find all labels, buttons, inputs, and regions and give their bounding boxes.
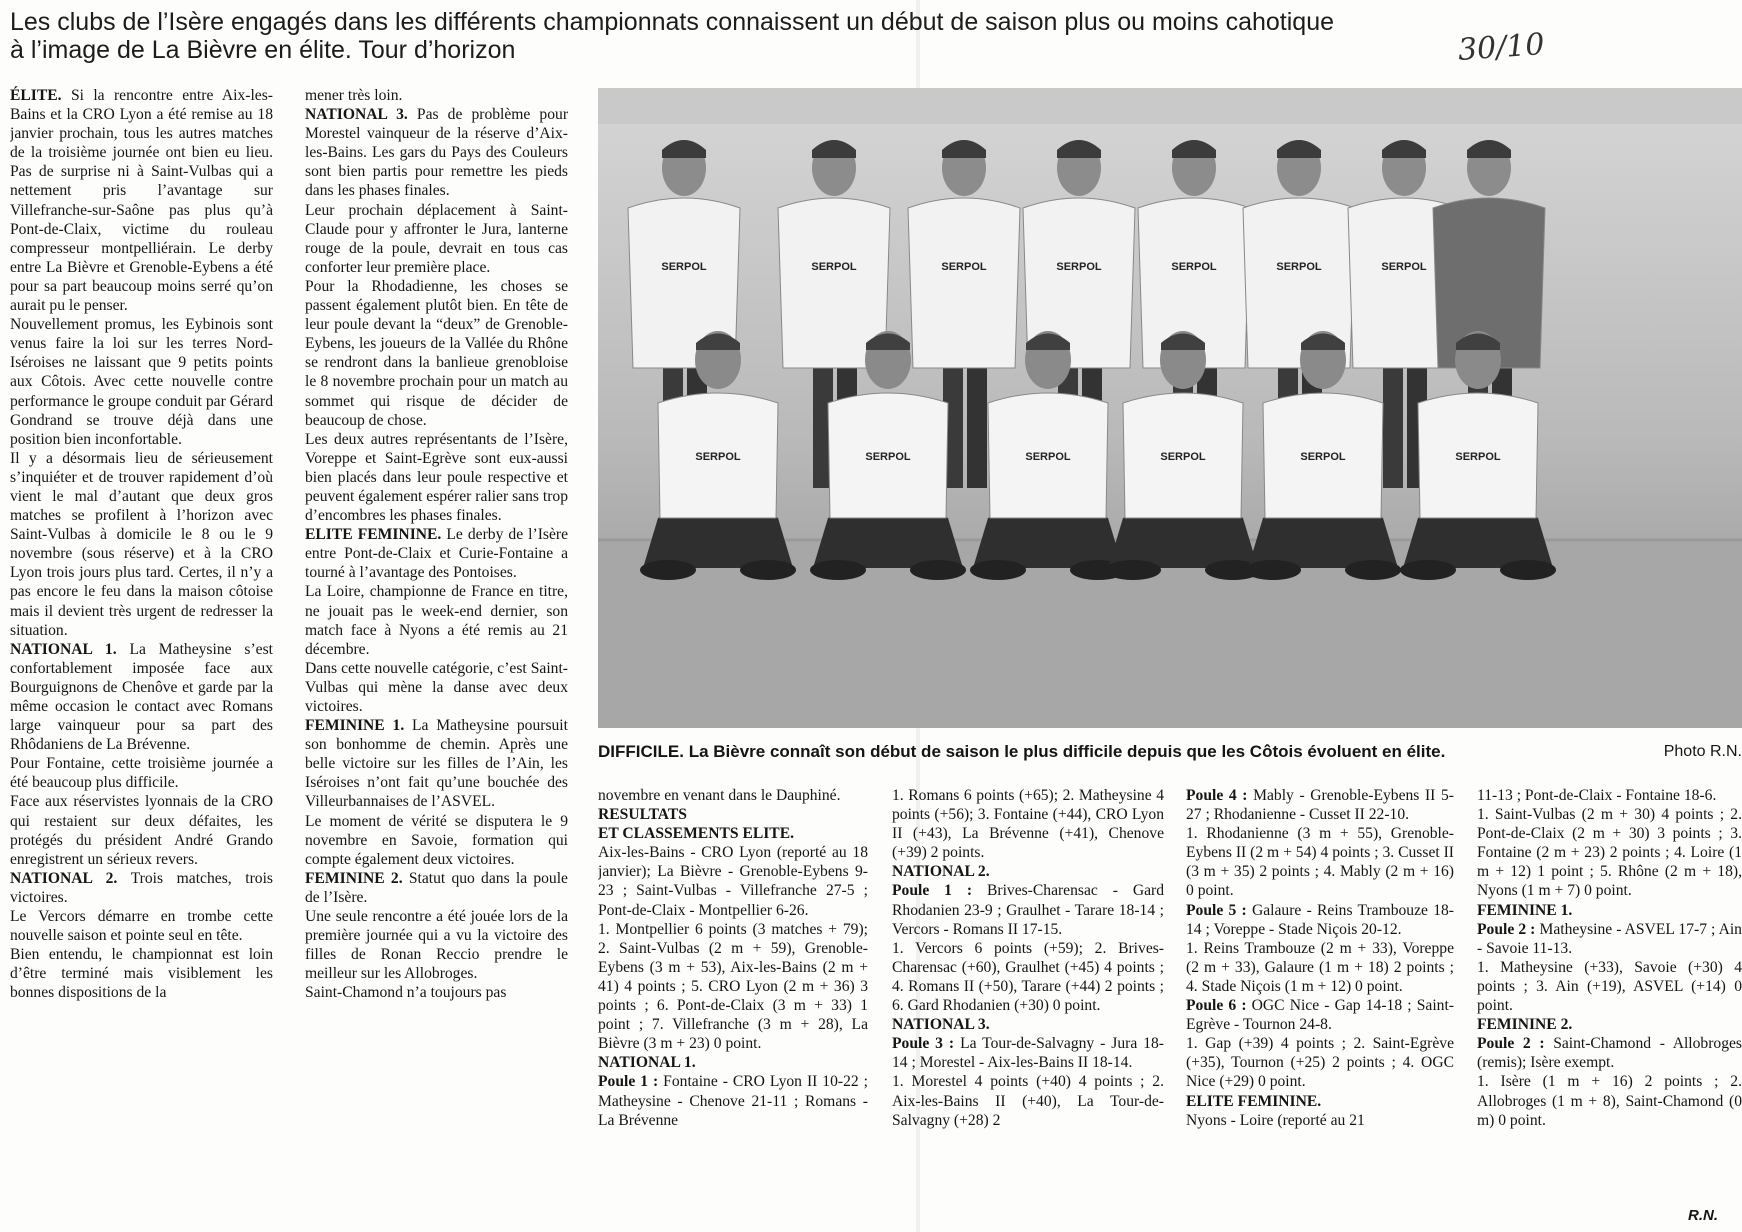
- paragraph: [1186, 1111, 1454, 1130]
- paragraph-text: Le moment de vérité se disputera le 9 novembre en Savoie, formation qui compte également deux victoires.: [305, 812, 568, 868]
- shirt-logo: SERPOL: [941, 261, 987, 273]
- paragraph: [892, 1034, 1164, 1072]
- paragraph-text: Nouvellement promus, les Eybinois sont venus faire la loi sur les terres Nord-Iséroises ne laissant que 9 petits points aux Côtois. Avec cette nouvelle contre performance le groupe conduit par Gérard Gondrand se trouve déjà dans une position bien inconfortable.: [10, 316, 273, 448]
- results-column-4: [1477, 786, 1742, 1232]
- paragraph: [1477, 1015, 1742, 1034]
- paragraph: [305, 869, 568, 907]
- paragraph-text: Saint-Chamond - Allobroges (remis); Isère exempt.: [1477, 1035, 1742, 1072]
- photo-caption: [598, 742, 1742, 766]
- paragraph: [1186, 939, 1454, 996]
- section-heading: NATIONAL 2.: [892, 863, 990, 881]
- paragraph: [1477, 958, 1742, 1015]
- paragraph: [305, 582, 568, 658]
- paragraph-text: Pas de problème pour Morestel vainqueur de la réserve d’Aix-les-Bains. Les gars du Pays des Couleurs sont bien partis pour remettre les pieds dans les phases finales.: [305, 106, 568, 200]
- paragraph: [598, 1072, 868, 1129]
- paragraph: [1477, 1034, 1742, 1072]
- paragraph: [305, 983, 568, 1002]
- paragraph: [892, 862, 1164, 881]
- paragraph: [305, 86, 568, 105]
- paragraph: [598, 805, 868, 824]
- paragraph-text: Mably - Grenoble-Eybens II 5-27 ; Rhodanienne - Cusset II 22-10.: [1186, 787, 1454, 824]
- paragraph-text: Les deux autres représentants de l’Isère, Voreppe et Saint-Egrève sont eux-aussi bien placés dans leur poule respective et peuvent également espérer ralier sans trop d’encombres les phases finales.: [305, 430, 568, 525]
- paragraph-text: Il y a désormais lieu de sérieusement s’inquiéter et de trouver rapidement d’où vient le mal d’autant que deux gros matches se profilent à l’horizon avec Saint-Vulbas à domicile le 8 ou le 9 novembre (sous réserve) et à la CRO Lyon trois jours plus tard. Certes, il n’y a pas encore le feu dans la maison côtoise mais il devient très urgent de redresser la situation.: [10, 449, 273, 639]
- section-heading: FEMININE 1.: [305, 717, 405, 735]
- paragraph-text: La Matheysine s’est confortablement imposée face aux Bourguignons de Chenôve et garde par la même occasion le contact avec Romans large vainqueur pour sa part des Rhôdaniens de La Brévenne.: [10, 640, 273, 754]
- article-column-2: [305, 86, 568, 1232]
- paragraph: [892, 881, 1164, 938]
- section-heading: NATIONAL 3.: [305, 106, 408, 124]
- handwritten-date: 30/10: [1456, 27, 1546, 68]
- shirt-logo: SERPOL: [1455, 451, 1501, 463]
- paragraph: [1186, 1092, 1454, 1111]
- paragraph-text: Le derby de l’Isère entre Pont-de-Claix et Curie-Fontaine a tourné à l’avantage des Pontoises.: [305, 526, 568, 582]
- section-heading: ÉLITE.: [10, 87, 62, 104]
- section-heading: ET CLASSEMENTS ELITE.: [598, 825, 795, 843]
- paragraph: [10, 754, 273, 792]
- paragraph: [598, 843, 868, 919]
- paragraph: [10, 86, 273, 315]
- paragraph-text: Leur prochain déplacement à Saint-Claude pour y affronter le Jura, lanterne rouge de la poule, devrait en tous cas conforter leur première place.: [305, 201, 568, 276]
- paragraph: [305, 277, 568, 430]
- paragraph-text: Face aux réservistes lyonnais de la CRO qui restaient sur deux défaites, les protégés du président André Grando enregistrent un sérieux revers.: [10, 793, 273, 868]
- paragraph: [305, 659, 568, 716]
- paragraph-text: 1. Rhodanienne (3 m + 55), Grenoble-Eybens II (2 m + 54) 4 points ; 3. Cusset II (3 m + 35) 2 points ; 4. Mably (2 m + 16) 0 point.: [1186, 825, 1454, 900]
- paragraph-text: La Matheysine poursuit son bonhomme de chemin. Après une belle victoire sur les filles de l’Ain, les Iséroises n’ont fait qu’une bouchée des Villeurbannaises de l’ASVEL.: [305, 717, 568, 811]
- headline-line-2: à l’image de La Bièvre en élite. Tour d’horizon: [10, 36, 516, 64]
- shirt-logo: SERPOL: [1171, 261, 1217, 273]
- paragraph: [305, 105, 568, 200]
- section-heading: ELITE FEMININE.: [1186, 1092, 1322, 1110]
- paragraph: [1186, 824, 1454, 900]
- paragraph: [305, 716, 568, 811]
- results-column-3: [1186, 786, 1454, 1232]
- paragraph-text: 1. Gap (+39) 4 points ; 2. Saint-Egrève (+35), Tournon (+25) 2 points ; 4. OGC Nice (+29) 0 point.: [1186, 1035, 1454, 1091]
- paragraph-text: 1. Romans 6 points (+65); 2. Matheysine 4 points (+56); 3. Fontaine (+44), CRO Lyon II (+43), La Brévenne (+41), Chenove (+39) 2 points.: [892, 787, 1164, 862]
- section-heading: ELITE FEMININE.: [305, 526, 442, 544]
- section-heading: Poule 2 :: [1477, 1035, 1545, 1053]
- paragraph-text: 1. Morestel 4 points (+40) 4 points ; 2. Aix-les-Bains II (+40), La Tour-de-Salvagny (+28) 2: [892, 1073, 1164, 1129]
- paragraph-text: Saint-Chamond n’a toujours pas: [305, 984, 507, 1002]
- team-photo: [598, 88, 1742, 728]
- paragraph: [10, 792, 273, 868]
- paragraph: [598, 824, 868, 843]
- paragraph: [305, 812, 568, 869]
- shirt-logo: SERPOL: [1056, 261, 1102, 273]
- paragraph-text: 11-13 ; Pont-de-Claix - Fontaine 18-6.: [1477, 787, 1717, 804]
- paragraph: [10, 907, 273, 945]
- paragraph-text: Le Vercors démarre en trombe cette nouvelle saison et pointe seul en tête.: [10, 908, 273, 945]
- paragraph-text: 1. Saint-Vulbas (2 m + 30) 4 points ; 2. Pont-de-Claix (2 m + 30) 3 points ; 3. Fontaine (2 m + 23) 2 points ; 4. Loire (1 m + 12) 1 point ; 5. Rhône (2 m + 18), Nyons (1 m + 7) 0 point.: [1477, 806, 1742, 900]
- paragraph-text: Matheysine - ASVEL 17-7 ; Ain - Savoie 11-13.: [1477, 920, 1742, 957]
- shirt-logo: SERPOL: [1160, 451, 1206, 463]
- paragraph: [10, 945, 273, 1002]
- paragraph-text: Brives-Charensac - Gard Rhodanien 23-9 ; Graulhet - Tarare 18-14 ; Vercors - Romans II 17-15.: [892, 882, 1164, 938]
- paragraph: [892, 786, 1164, 862]
- photo-credit: Photo R.N.: [1663, 743, 1742, 760]
- shirt-logo: SERPOL: [695, 451, 741, 463]
- section-heading: Poule 4 :: [1186, 787, 1248, 804]
- paragraph: [1477, 786, 1742, 805]
- paragraph-text: mener très loin.: [305, 87, 403, 104]
- paragraph-text: 1. Matheysine (+33), Savoie (+30) 4 points ; 3. Ain (+19), ASVEL (+14) 0 point.: [1477, 958, 1742, 1015]
- paragraph: [598, 786, 868, 805]
- paragraph-text: La Tour-de-Salvagny - Jura 18-14 ; Morestel - Aix-les-Bains II 18-14.: [892, 1035, 1164, 1072]
- section-heading: FEMININE 2.: [1477, 1016, 1573, 1034]
- article-headline: [10, 8, 1510, 64]
- paragraph-text: Nyons - Loire (reporté au 21: [1186, 1111, 1365, 1129]
- paragraph: [1186, 901, 1454, 939]
- paragraph: [1186, 996, 1454, 1034]
- paragraph-text: 1. Montpellier 6 points (3 matches + 79); 2. Saint-Vulbas (2 m + 59), Grenoble-Eybens (3 m + 53), Aix-les-Bains (2 m + 41) 4 points ; 5. CRO Lyon (2 m + 36) 3 points ; 6. Pont-de-Claix (3 m + 33) 1 point ; 7. Villefranche (3 m + 28), La Bièvre (3 m + 23) 0 point.: [598, 920, 868, 1053]
- author-signature: R.N.: [1688, 1207, 1718, 1224]
- section-heading: FEMININE 1.: [1477, 901, 1573, 919]
- paragraph-text: novembre en venant dans le Dauphiné.: [598, 787, 841, 804]
- headline-line-1: Les clubs de l’Isère engagés dans les différents championnats connaissent un début de saison plus ou moins cahotique: [10, 8, 1335, 36]
- paragraph-text: Bien entendu, le championnat est loin d’être terminé mais visiblement les bonnes dispositions de la: [10, 946, 273, 1002]
- section-heading: RESULTATS: [598, 806, 687, 824]
- paragraph: [598, 1053, 868, 1072]
- paragraph: [305, 525, 568, 582]
- paragraph-text: Dans cette nouvelle catégorie, c’est Saint-Vulbas qui mène la danse avec deux victoires.: [305, 659, 568, 715]
- paragraph-text: Pour la Rhodadienne, les choses se passent également plutôt bien. En tête de leur poule devant la “deux” de Grenoble-Eybens, les joueurs de la Vallée du Rhône se rendront dans la banlieue grenobloise le 8 novembre prochain pour un match au sommet qui risque de décider de beaucoup de chose.: [305, 277, 568, 429]
- paragraph-text: Une seule rencontre a été jouée lors de la première journée qui a vu la victoire des filles de Ronan Reccio prendre le meilleur sur les Allobroges.: [305, 908, 568, 983]
- paragraph: [305, 430, 568, 525]
- results-column-1: [598, 786, 868, 1232]
- shirt-logo: SERPOL: [1300, 451, 1346, 463]
- paragraph-text: La Loire, championne de France en titre, ne jouait pas le week-end dernier, son match face à Nyons a été remis au 21 décembre.: [305, 583, 568, 658]
- section-heading: Poule 3 :: [892, 1035, 955, 1053]
- paragraph-text: Trois matches, trois victoires.: [10, 869, 273, 906]
- paragraph: [1477, 1072, 1742, 1129]
- section-heading: Poule 1 :: [892, 882, 973, 900]
- section-heading: Poule 5 :: [1186, 901, 1247, 919]
- section-heading: NATIONAL 1.: [598, 1054, 696, 1072]
- paragraph-text: Aix-les-Bains - CRO Lyon (reporté au 18 janvier); La Bièvre - Grenoble-Eybens 9-23 ; Saint-Vulbas - Villefranche 27-5 ; Pont-de-Claix - Montpellier 6-26.: [598, 844, 868, 919]
- paragraph-text: OGC Nice - Gap 14-18 ; Saint-Egrève - Tournon 24-8.: [1186, 997, 1454, 1034]
- paragraph: [892, 939, 1164, 1015]
- paragraph: [10, 449, 273, 640]
- caption-text: La Bièvre connaît son début de saison le plus difficile depuis que les Côtois évoluent en élite.: [688, 742, 1446, 761]
- shirt-logo: SERPOL: [811, 261, 857, 273]
- section-heading: Poule 6 :: [1186, 997, 1247, 1015]
- section-heading: NATIONAL 3.: [892, 1016, 990, 1034]
- section-heading: Poule 2 :: [1477, 920, 1536, 938]
- paragraph: [1477, 805, 1742, 900]
- shirt-logo: SERPOL: [865, 451, 911, 463]
- paragraph: [892, 1015, 1164, 1034]
- paragraph: [305, 907, 568, 983]
- paragraph: [598, 920, 868, 1054]
- paragraph: [1186, 1034, 1454, 1091]
- paragraph: [10, 640, 273, 755]
- section-heading: Poule 1 :: [598, 1073, 659, 1091]
- paragraph: [892, 1072, 1164, 1129]
- paragraph-text: 1. Reins Trambouze (2 m + 33), Voreppe (2 m + 33), Galaure (1 m + 18) 2 points ; 4. Stade Niçois (1 m + 12) 0 point.: [1186, 939, 1454, 995]
- paragraph-text: 1. Isère (1 m + 16) 2 points ; 2. Allobroges (1 m + 8), Saint-Chamond (0 m) 0 point.: [1477, 1073, 1742, 1129]
- paragraph-text: 1. Vercors 6 points (+59); 2. Brives-Charensac (+60), Graulhet (+45) 4 points ; 4. Romans II (+50), Tarare (+44) 2 points ; 6. Gard Rhodanien (+30) 0 point.: [892, 939, 1164, 1015]
- paragraph: [10, 315, 273, 449]
- shirt-logo: SERPOL: [661, 261, 707, 273]
- section-heading: FEMININE 2.: [305, 869, 403, 887]
- shirt-logo: SERPOL: [1025, 451, 1071, 463]
- shirt-logo: SERPOL: [1381, 261, 1427, 273]
- paragraph: [1477, 901, 1742, 920]
- team-photo-drawing: [598, 88, 1742, 728]
- section-heading: NATIONAL 1.: [10, 640, 117, 658]
- shirt-logo: SERPOL: [1276, 261, 1322, 273]
- paragraph: [1186, 786, 1454, 824]
- caption-title: DIFFICILE.: [598, 742, 684, 761]
- paragraph-text: Pour Fontaine, cette troisième journée a été beaucoup plus difficile.: [10, 755, 273, 792]
- paragraph-text: Statut quo dans la poule de l’Isère.: [305, 869, 568, 906]
- paragraph: [10, 869, 273, 907]
- paragraph-text: Galaure - Reins Trambouze 18-14 ; Voreppe - Stade Niçois 20-12.: [1186, 901, 1454, 938]
- paragraph-text: Si la rencontre entre Aix-les-Bains et la CRO Lyon a été remise au 18 janvier prochain, tous les autres matches de la troisième journée ont bien eu lieu. Pas de surprise ni à Saint-Vulbas qui a nettement pris l’avantage sur Villefranche-sur-Saône pas plus qu’à Pont-de-Claix, victime du rouleau compresseur montpelliérain. Le derby entre La Bièvre et Grenoble-Eybens a été pour sa part beaucoup moins serré qu’on aurait pu le penser.: [10, 87, 273, 315]
- article-column-1: [10, 86, 273, 1232]
- section-heading: NATIONAL 2.: [10, 869, 118, 887]
- paragraph: [1477, 920, 1742, 958]
- results-column-2: [892, 786, 1164, 1232]
- paragraph-text: Fontaine - CRO Lyon II 10-22 ; Matheysine - Chenove 21-11 ; Romans - La Brévenne: [598, 1073, 868, 1129]
- paragraph: [305, 201, 568, 277]
